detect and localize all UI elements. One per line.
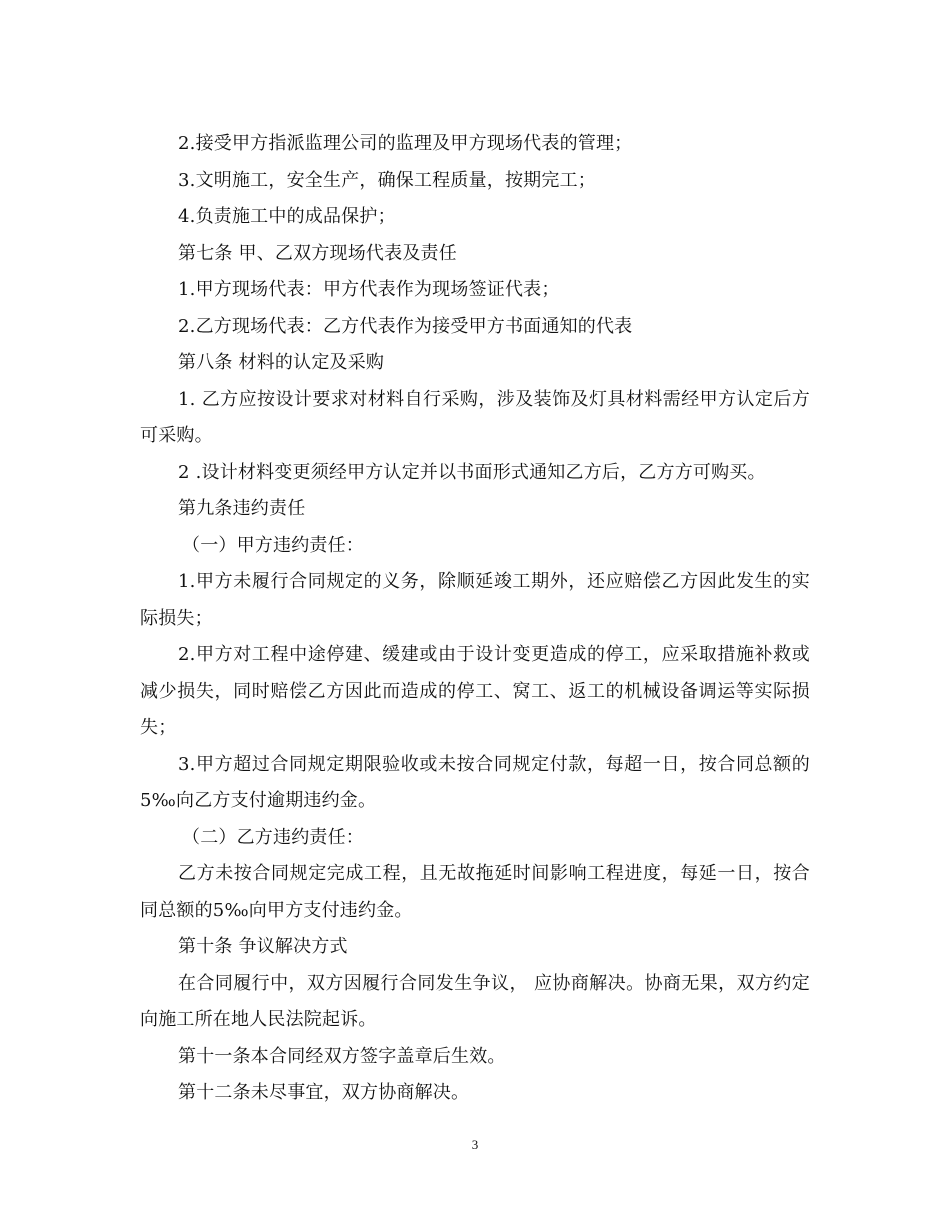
- section-subheading: （二）乙方违约责任：: [182, 826, 364, 848]
- clause-item: 4.负责施工中的成品保护；: [178, 206, 396, 227]
- clause-item: 1.甲方未履行合同规定的义务，除顺延竣工期外，还应赔偿乙方因此发生的实际损失；: [140, 571, 810, 629]
- clause-item: 2 .设计材料变更须经甲方认定并以书面形式通知乙方后，乙方方可购买。: [178, 461, 766, 483]
- clause-item: 2.甲方对工程中途停建、缓建或由于设计变更造成的停工，应采取措施补救或减少损失，同时赔偿乙方因此而造成的停工、窝工、返工的机械设备调运等实际损失；: [140, 644, 810, 738]
- clause-item: 1.甲方现场代表：甲方代表作为现场签证代表；: [178, 279, 560, 300]
- clause-item: 3.甲方超过合同规定期限验收或未按合同规定付款，每超一日，按合同总额的5‰向乙方支付逾期违约金。: [140, 753, 810, 811]
- clause-item: 2.接受甲方指派监理公司的监理及甲方现场代表的管理；: [178, 133, 633, 154]
- clause-item: 在合同履行中，双方因履行合同发生争议， 应协商解决。协商无果，双方约定向施工所在地人民法院起诉。: [140, 972, 810, 1030]
- article-heading: 第九条违约责任: [178, 498, 306, 519]
- article-heading: 第八条 材料的认定及采购: [178, 352, 385, 373]
- page-number: 3: [471, 1137, 479, 1152]
- article-heading: 第十一条本合同经双方签字盖章后生效。: [178, 1045, 506, 1067]
- article-heading: 第十条 争议解决方式: [178, 936, 348, 957]
- section-subheading: （一）甲方违约责任：: [182, 534, 364, 556]
- document-body: [140, 126, 810, 1112]
- clause-item: 3.文明施工，安全生产，确保工程质量，按期完工；: [178, 169, 596, 191]
- clause-item: 1. 乙方应按设计要求对材料自行采购，涉及装饰及灯具材料需经甲方认定后方可采购。: [140, 388, 810, 446]
- article-heading: 第七条 甲、乙双方现场代表及责任: [178, 242, 457, 264]
- article-heading: 第十二条未尽事宜，双方协商解决。: [178, 1082, 470, 1103]
- clause-item: 乙方未按合同规定完成工程，且无故拖延时间影响工程进度，每延一日，按合同总额的5‰向甲方支付违约金。: [140, 863, 810, 921]
- clause-item: 2.乙方现场代表：乙方代表作为接受甲方书面通知的代表: [178, 315, 633, 337]
